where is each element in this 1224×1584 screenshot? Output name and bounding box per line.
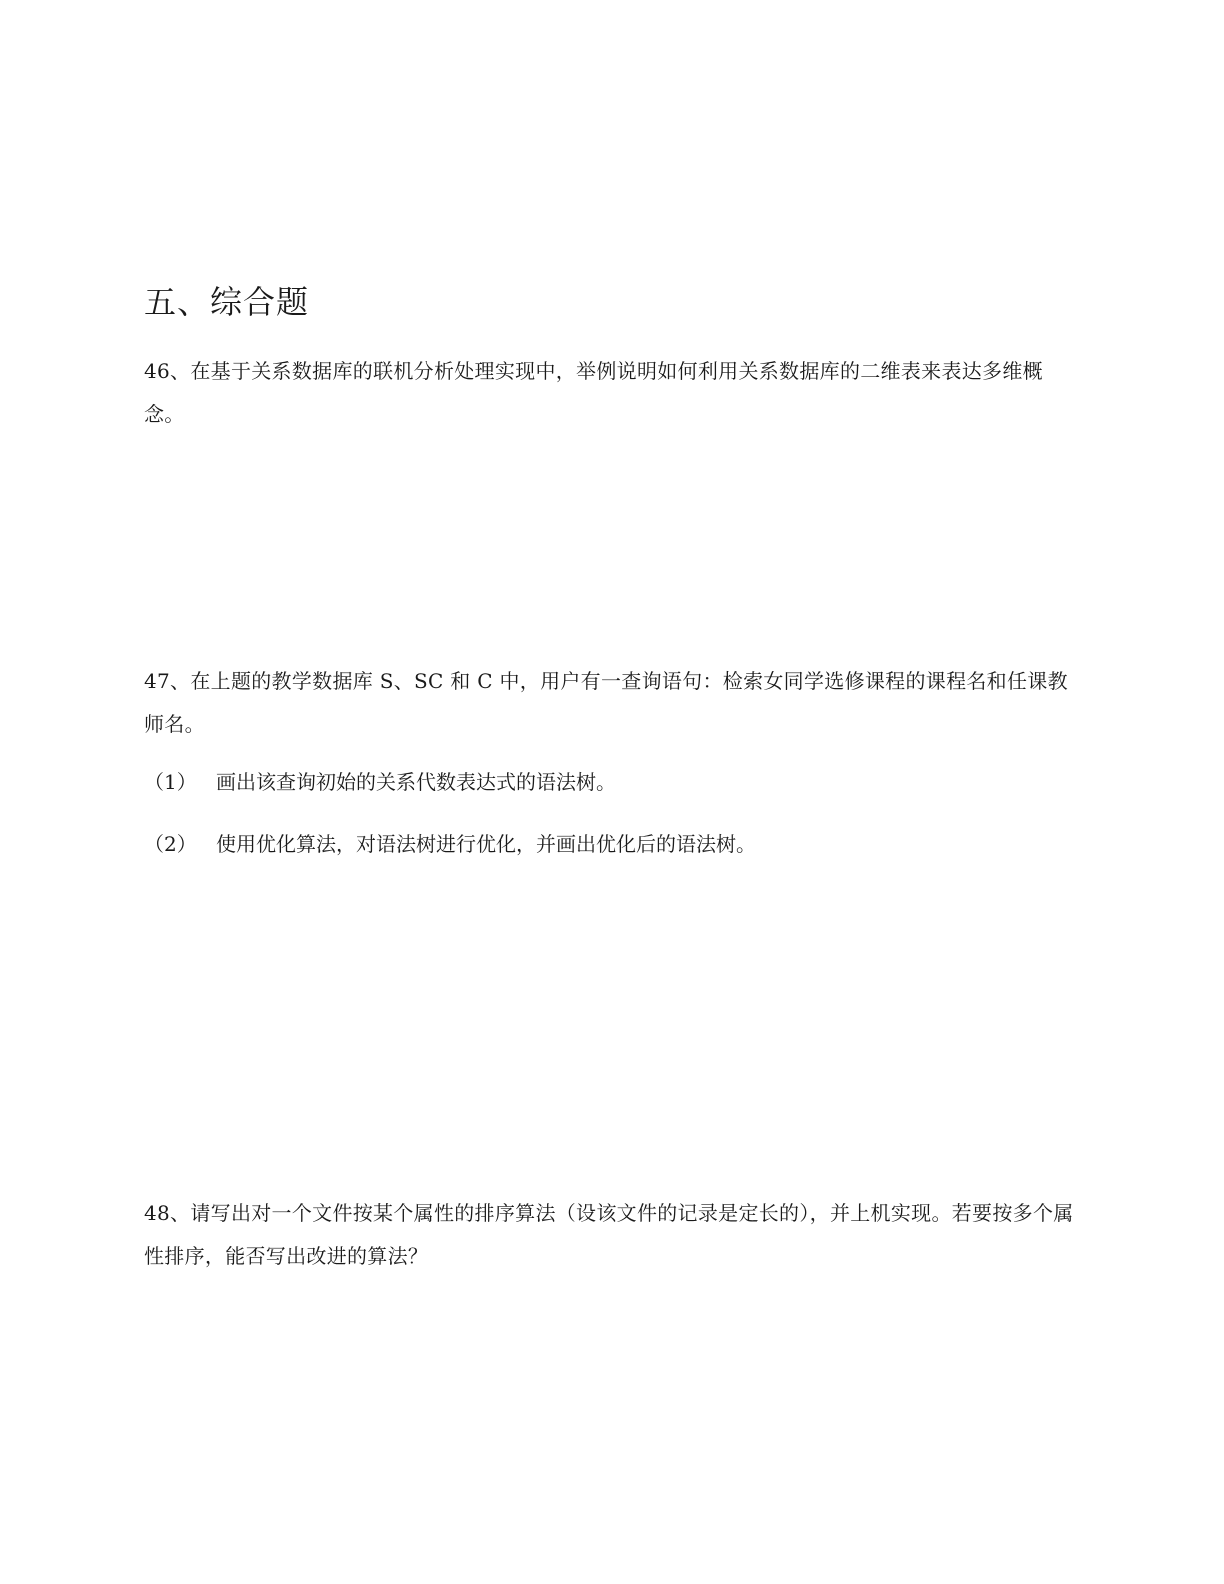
- part-number: （2）: [144, 832, 197, 856]
- question-47: 47、在上题的教学数据库 S、SC 和 C 中，用户有一查询语句：检索女同学选修课程的课程名和任课教师名。: [144, 669, 1068, 736]
- question-48: 48、请写出对一个文件按某个属性的排序算法（设该文件的记录是定长的），并上机实现。若要按多个属性排序，能否写出改进的算法？: [144, 1201, 1074, 1268]
- section-title: 五、综合题: [144, 283, 310, 321]
- question-46: 46、在基于关系数据库的联机分析处理实现中，举例说明如何利用关系数据库的二维表来表达多维概念。: [144, 359, 1043, 426]
- part-text: 使用优化算法，对语法树进行优化，并画出优化后的语法树。: [216, 832, 756, 856]
- part-number: （1）: [144, 770, 197, 794]
- question-47-part-1: [144, 767, 616, 797]
- question-47-part-2: [144, 829, 756, 859]
- part-text: 画出该查询初始的关系代数表达式的语法树。: [216, 770, 616, 794]
